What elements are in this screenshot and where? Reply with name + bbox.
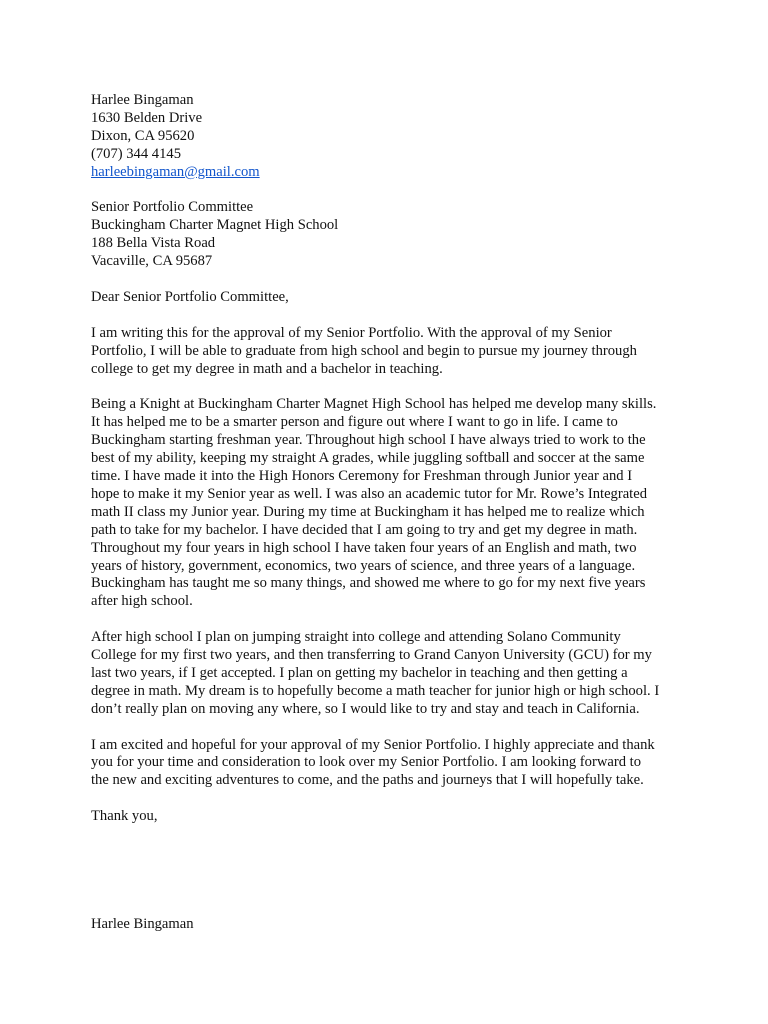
signature-space: [91, 844, 691, 916]
sender-phone: (707) 344 4145: [91, 145, 181, 162]
letter-page: [91, 92, 691, 951]
sender-name: Harlee Bingaman: [91, 92, 194, 108]
sender-city: Dixon, CA 95620: [91, 127, 195, 144]
paragraph-line: college to get my degree in math and a bachelor in teaching.: [91, 360, 443, 377]
letter-body: [91, 325, 691, 791]
paragraph-line: math II class my Junior year. During my time at Buckingham it has helped me to realize which: [91, 503, 645, 520]
paragraph-line: Being a Knight at Buckingham Charter Magnet High School has helped me develop many skills.: [91, 396, 657, 413]
paragraph-line: It has helped me to be a smarter person and figure out where I want to go in life. I came to: [91, 414, 618, 431]
signature: Harlee Bingaman: [91, 915, 194, 932]
paragraph-line: the new and exciting adventures to come, and the paths and journeys that I will hopefully take.: [91, 772, 644, 789]
paragraph-line: best of my ability, keeping my straight A grades, while juggling softball and soccer at the same: [91, 450, 645, 467]
recipient-org: Buckingham Charter Magnet High School: [91, 217, 339, 234]
paragraph-line: Portfolio, I will be able to graduate from high school and begin to pursue my journey through: [91, 342, 637, 359]
paragraph-line: Buckingham starting freshman year. Throughout high school I have always tried to work to the: [91, 432, 646, 449]
sender-address: [91, 92, 691, 182]
body-paragraph-1: [91, 325, 691, 379]
body-paragraph-2: [91, 396, 691, 611]
paragraph-line: College for my first two years, and then transferring to Grand Canyon University (GCU) for my: [91, 647, 652, 664]
paragraph-line: last two years, if I get accepted. I plan on getting my bachelor in teaching and then getting a: [91, 664, 628, 681]
paragraph-line: after high school.: [91, 593, 193, 610]
salutation: Dear Senior Portfolio Committee,: [91, 288, 289, 305]
sender-email-link[interactable]: harleebingaman@gmail.com: [91, 163, 260, 180]
paragraph-line: I am writing this for the approval of my Senior Portfolio. With the approval of my Senior: [91, 324, 612, 341]
body-paragraph-3: [91, 629, 691, 719]
paragraph-line: time. I have made it into the High Honors Ceremony for Freshman through Junior year and I: [91, 467, 633, 484]
paragraph-line: I am excited and hopeful for your approval of my Senior Portfolio. I highly appreciate and thank: [91, 736, 655, 753]
paragraph-line: hope to make it my Senior year as well. I was also an academic tutor for Mr. Rowe’s Integrated: [91, 485, 648, 502]
recipient-city: Vacaville, CA 95687: [91, 253, 213, 270]
paragraph-line: After high school I plan on jumping straight into college and attending Solano Community: [91, 629, 621, 646]
paragraph-line: Throughout my four years in high school I have taken four years of an English and math, two: [91, 539, 637, 556]
paragraph-line: years of history, government, economics, two years of science, and three years of a language.: [91, 557, 636, 574]
body-paragraph-4: [91, 737, 691, 791]
paragraph-line: path to take for my bachelor. I have decided that I am going to try and get my degree in math.: [91, 521, 638, 538]
paragraph-line: you for your time and consideration to look over my Senior Portfolio. I am looking forward to: [91, 754, 642, 771]
recipient-address: [91, 199, 691, 271]
paragraph-line: Buckingham has taught me so many things, and showed me where to go for my next five years: [91, 575, 646, 592]
paragraph-line: degree in math. My dream is to hopefully become a math teacher for junior high or high school. I: [91, 682, 660, 699]
recipient-street: 188 Bella Vista Road: [91, 235, 216, 252]
recipient-name: Senior Portfolio Committee: [91, 199, 254, 216]
closing: Thank you,: [91, 808, 158, 825]
paragraph-line: don’t really plan on moving any where, so I would like to try and stay and teach in California.: [91, 700, 640, 717]
sender-street: 1630 Belden Drive: [91, 109, 203, 126]
